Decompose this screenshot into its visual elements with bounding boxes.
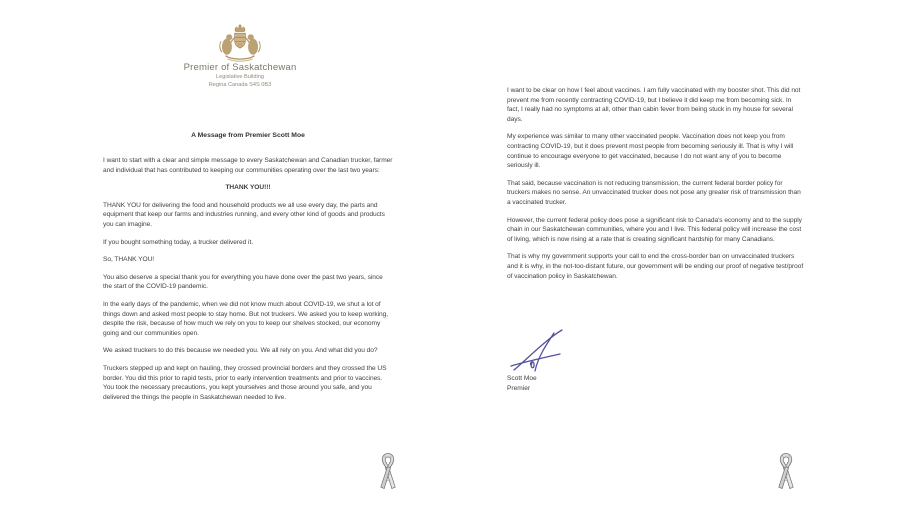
signature-scott-moe [508, 325, 572, 373]
letter-paragraph: THANK YOU for delivering the food and household products we all use every day, the parts and equipment that keep our farms and industries running, and every other kind of goods and products you can imagine. [103, 201, 385, 228]
letter-paragraph: That said, because vaccination is not reducing transmission, the current federal border policy for truckers makes no sense. An unvaccinated trucker does not pose any greater risk of transmission than a vaccinated trucker. [507, 179, 801, 206]
letter-paragraph: I want to start with a clear and simple message to every Saskatchewan and Canadian trucker, farmer and individual that has contributed to keeping our communities operating over the last two years: [103, 157, 393, 174]
signature-block [507, 374, 657, 394]
letter-paragraph: In the early days of the pandemic, when we did not know much about COVID-19, we shut a lot of things down and asked most people to stay home. But not truckers. We asked you to keep working, despite the risk, because of how much we rely on you to keep our shelves stocked, our economy going and our communities open. [103, 300, 389, 337]
letter-paragraph: If you bought something today, a trucker delivered it. [103, 238, 254, 246]
awareness-ribbon-icon [376, 451, 400, 491]
letterhead-title: Premier of Saskatchewan [183, 62, 297, 73]
letterhead-address-line1: Legislative Building [216, 74, 264, 80]
awareness-ribbon-icon [774, 451, 798, 491]
signatory-name: Scott Moe [507, 375, 537, 382]
thank-you-line: THANK YOU!!! [225, 184, 271, 192]
letter-paragraph: We asked truckers to do this because we needed you. We all rely on you. And what did you do? [103, 347, 378, 355]
letter-paragraph: Truckers stepped up and kept on hauling, they crossed provincial borders and they crossed the US border. You did this prior to rapid tests, prior to early intervention treatments and prior to vaccines. You took the necessary precautions, you kept yourselves and those around you safe, and you delivered the things the people in Saskatchewan needed to live. [103, 364, 387, 401]
letterhead-address-line2: Regina Canada S4S 0B3 [208, 81, 272, 88]
letter-paragraph: However, the current federal policy does pose a significant risk to Canada's economy and to the supply chain in our Saskatchewan communities, where you and I live. This federal policy will increase the cost of living, which is now rising at a rate that is creating significant hardship for many Canadians. [507, 216, 802, 243]
letter-page-1-body [103, 156, 393, 410]
letter-paragraph: So, THANK YOU! [103, 256, 155, 264]
letterhead [140, 62, 340, 89]
letter-paragraph: You also deserve a special thank you for everything you have done over the past two years, since the start of the COVID-19 pandemic. [103, 273, 383, 291]
letter-heading: A Message from Premier Scott Moe [191, 132, 305, 139]
coat-of-arms-icon [213, 22, 267, 66]
letter-paragraph: That is why my government supports your call to end the cross-border ban on unvaccinated truckers and it is why, in the not-too-distant future, our government will be ending our proof of negative test/proof of vaccination policy in Saskatchewan. [507, 253, 804, 280]
letter-paragraph: I want to be clear on how I feel about vaccines. I am fully vaccinated with my booster shot. This did not prevent me from recently contracting COVID-19, but I believe it did keep me from becoming sick. In fact, I really had no symptoms at all, other than cabin fever from being stuck in my house for several days. [507, 87, 801, 123]
letter-paragraph: My experience was similar to many other vaccinated people. Vaccination does not keep you from contracting COVID-19, but it does prevent most people from becoming seriously ill. That is why I will continue to encourage everyone to get vaccinated, because I do not want any of you to become seriously ill. [507, 133, 794, 170]
letter-page-2-body [507, 86, 805, 289]
signatory-title: Premier [507, 385, 531, 392]
